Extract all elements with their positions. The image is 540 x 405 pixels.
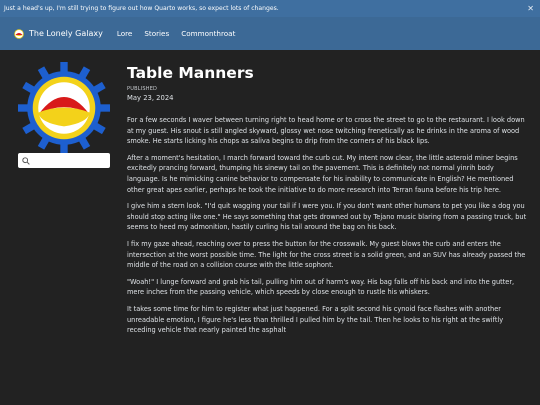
search-input[interactable] [18, 153, 110, 168]
brand-title[interactable]: The Lonely Galaxy [29, 29, 103, 38]
published-date: May 23, 2024 [127, 94, 174, 102]
article-paragraph: I give him a stern look. "I'd quit wagging your tail if I were you. If you don't want other humans to pet you like a dog you should stop acting like one." He says something that gets drowned out by Tejano music blaring from a passing truck, but seems to heed my admonition, hastily curling his tail around the bag on his back. [127, 202, 527, 232]
article-paragraph: For a few seconds I waver between turning right to head home or to cross the street to go to the restaurant. I look down at my guest. His snout is still angled skyward, glossy wet nose twitching frenetically as he drinks in the aroma of wood smoke. He starts licking his chops as saliva begins to drip from the corners of his black lips. [127, 116, 525, 146]
article [127, 62, 527, 336]
navbar [0, 17, 540, 50]
announcement-banner [0, 0, 540, 17]
article-paragraph: After a moment's hesitation, I march forward toward the curb cut. My intent now clear, the little asteroid miner begins excitedly prancing forward, thumping his sinewy tail on the pavement. This is definitely not normal yinrih body language. Is he mimicking canine behavior to compensate for his inability to communicate in English? He mentioned other great apes earlier, perhaps he took the initiative to do more research into Terran fauna before his trip here. [127, 153, 518, 194]
published-label: PUBLISHED [127, 86, 158, 92]
nav-link-stories[interactable]: Stories [144, 29, 170, 38]
announcement-text: Just a head's up, I'm still trying to figure out how Quarto works, so expect lots of changes. [4, 5, 279, 12]
planet-emblem-icon[interactable] [14, 29, 24, 39]
nav-link-commonthroat[interactable]: Commonthroat [181, 29, 236, 38]
planet-emblem-icon [18, 62, 110, 154]
search-icon [22, 157, 30, 165]
page-title: Table Manners [127, 64, 254, 82]
close-icon[interactable]: ✕ [527, 4, 534, 13]
article-paragraph: "Woah!" I lunge forward and grab his tail, pulling him out of harm's way. His bag falls off his back and into the gutter, mere inches from the passing vehicle, which speeds by close enough to rustle his whiskers. [127, 277, 515, 297]
article-paragraph: It takes some time for him to register what just happened. For a split second his cynoid face flashes with another unreadable emotion, I figure he's less than thrilled I pulled him by the tail. Then he looks to his right at the swiftly receding vehicle that nearly painted the asphalt [127, 304, 504, 335]
article-paragraph: I fix my gaze ahead, reaching over to press the button for the crosswalk. My guest blows the curb and enters the intersection at the worst possible time. The light for the cross street is a solid green, and an SUV has already passed the middle of the road on a collision course with the little sophont. [127, 239, 526, 270]
nav-link-lore[interactable]: Lore [116, 29, 133, 38]
